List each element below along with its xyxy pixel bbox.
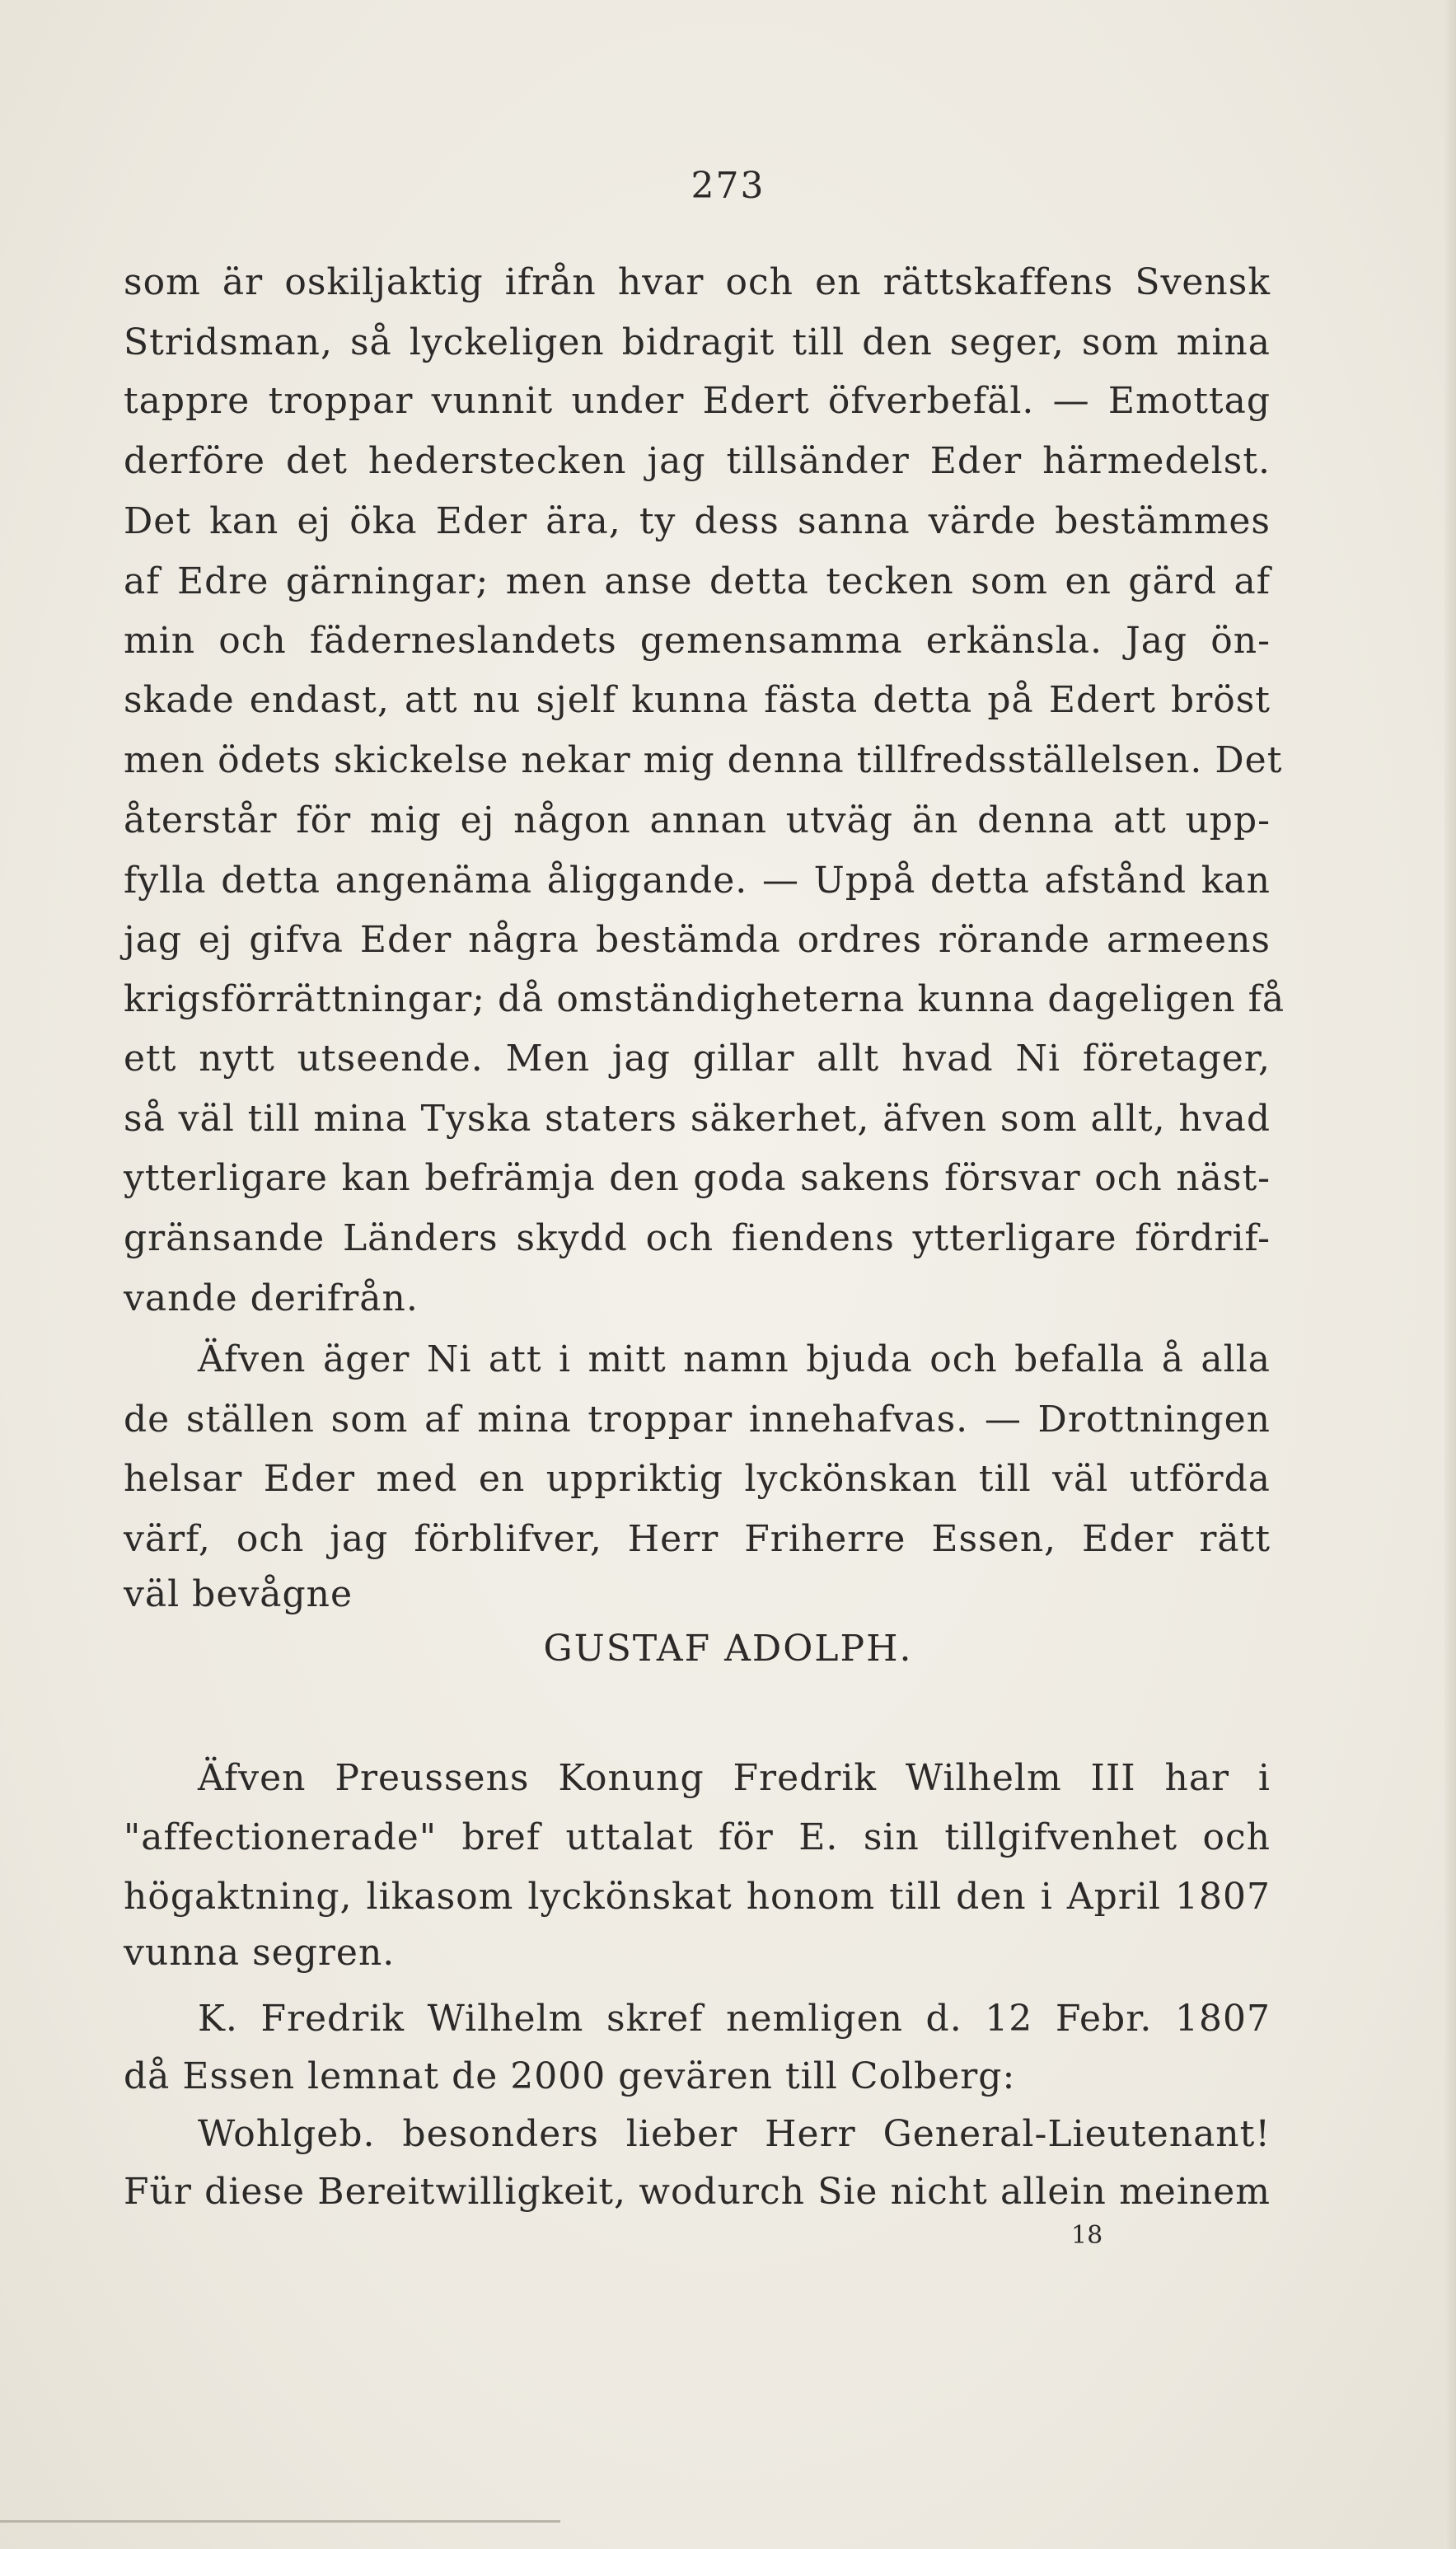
text-line: fylla detta angenäma åliggande. — Uppå detta afstånd kan bbox=[124, 860, 1271, 902]
text-line: så väl till mina Tyska staters säkerhet, äfven som allt, hvad bbox=[124, 1098, 1271, 1140]
text-line: Für diese Bereitwilligkeit, wodurch Sie nicht allein meinem bbox=[124, 2171, 1271, 2213]
text-line: värf, och jag förblifver, Herr Friherre Essen, Eder rätt bbox=[124, 1518, 1271, 1560]
text-line: Äfven Preussens Konung Fredrik Wilhelm III har i bbox=[198, 1757, 1271, 1799]
text-line: af Edre gärningar; men anse detta tecken som en gärd af bbox=[124, 560, 1271, 602]
bottom-rule bbox=[0, 2520, 560, 2523]
text-line: vunna segren. bbox=[124, 1932, 396, 1974]
text-line: ytterligare kan befrämja den goda sakens försvar och näst- bbox=[124, 1157, 1271, 1199]
signature-mark: 18 bbox=[1071, 2221, 1103, 2250]
text-line: derföre det hederstecken jag tillsänder Eder härmedelst. bbox=[124, 440, 1271, 482]
text-line: "affectionerade" bref uttalat för E. sin tillgifvenhet och bbox=[124, 1816, 1271, 1858]
text-line: Äfven äger Ni att i mitt namn bjuda och befalla å alla bbox=[198, 1338, 1271, 1380]
text-line: Stridsman, så lyckeligen bidragit till den seger, som mina bbox=[124, 321, 1271, 363]
text-line: högaktning, likasom lyckönskat honom till den i April 1807 bbox=[124, 1876, 1271, 1918]
text-line: min och fäderneslandets gemensamma erkänsla. Jag ön- bbox=[124, 620, 1271, 662]
text-line: ett nytt utseende. Men jag gillar allt hvad Ni företager, bbox=[124, 1038, 1271, 1080]
signature: GUSTAF ADOLPH. bbox=[543, 1628, 913, 1670]
text-line: jag ej gifva Eder några bestämda ordres rörande armeens bbox=[124, 919, 1271, 961]
text-line: återstår för mig ej någon annan utväg än denna att upp- bbox=[124, 799, 1271, 841]
page-number: 273 bbox=[691, 165, 765, 207]
text-line: men ödets skickelse nekar mig denna tillfredsställelsen. Det bbox=[124, 739, 1283, 781]
page-edge bbox=[1444, 0, 1456, 2549]
text-line: tappre troppar vunnit under Edert öfverbefäl. — Emottag bbox=[124, 380, 1271, 422]
text-line: Wohlgeb. besonders lieber Herr General-Lieutenant! bbox=[198, 2113, 1271, 2155]
text-line: krigsförrättningar; då omständigheterna kunna dageligen få bbox=[124, 978, 1285, 1020]
text-line: väl bevågne bbox=[124, 1573, 353, 1615]
text-line: som är oskiljaktig ifrån hvar och en rättskaffens Svensk bbox=[124, 261, 1271, 303]
text-line: gränsande Länders skydd och fiendens ytterligare fördrif- bbox=[124, 1217, 1271, 1259]
text-line: de ställen som af mina troppar innehafvas. — Drottningen bbox=[124, 1399, 1271, 1441]
text-line: helsar Eder med en uppriktig lyckönskan till väl utförda bbox=[124, 1458, 1271, 1500]
text-line: skade endast, att nu sjelf kunna fästa detta på Edert bröst bbox=[124, 679, 1271, 721]
text-line: K. Fredrik Wilhelm skref nemligen d. 12 Febr. 1807 bbox=[198, 1998, 1271, 2040]
text-line: Det kan ej öka Eder ära, ty dess sanna värde bestämmes bbox=[124, 500, 1271, 542]
text-line: vande derifrån. bbox=[124, 1277, 419, 1319]
text-line: då Essen lemnat de 2000 gevären till Colberg: bbox=[124, 2055, 1016, 2097]
